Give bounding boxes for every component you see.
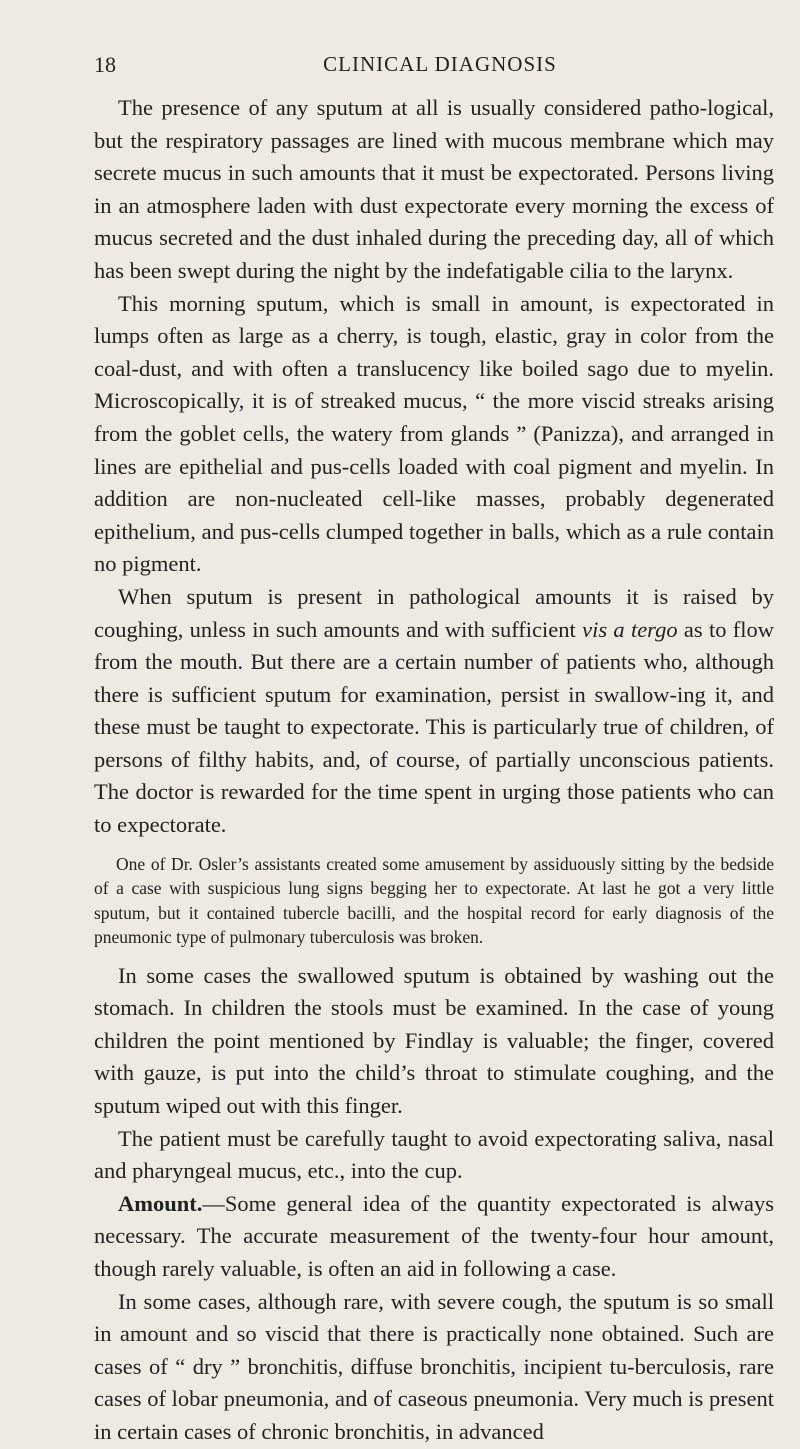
paragraph-7: In some cases, although rare, with severe cough, the sputum is so small in amount and so viscid that there is practically none obtained. Such are cases of “ dry ” bronchitis, diffuse bronchitis, incipient tu-berculosis, rare cases of lobar pneumonia, and of caseous pneumonia. Very much is present in certain cases of chronic bronchitis, in advanced <box>94 1288 774 1444</box>
paragraph-3-start: When sputum is present in pathological amounts it is raised by coughing, unless in such amounts and with sufficient <box>94 583 774 642</box>
paragraph-5: The patient must be carefully taught to avoid expectorating saliva, nasal and pharyngeal mucus, etc., into the cup. <box>94 1125 774 1184</box>
paragraph-3 <box>94 581 774 842</box>
paragraph-3-end: as to flow from the mouth. But there are a certain number of patients who, although there is sufficient sputum for examination, persist in swallow-ing it, and these must be taught to expectorate. This is particularly true of children, of persons of filthy habits, and, of course, of partially unconscious patients. The doctor is rewarded for the time spent in urging those patients who can to expectorate. <box>94 616 775 838</box>
latin-phrase: vis a tergo <box>582 616 678 642</box>
page-number: 18 <box>94 52 116 77</box>
paragraph-6-text: —Some general idea of the quantity expectorated is always necessary. The accurate measurement of the twenty-four hour amount, though rarely valuable, is often an aid in following a case. <box>94 1190 774 1281</box>
paragraph-4: In some cases the swallowed sputum is obtained by washing out the stomach. In children the stools must be examined. In the case of young children the point mentioned by Findlay is valuable; the finger, covered with gauze, is put into the child’s throat to stimulate coughing, and the sputum wiped out with this finger. <box>94 962 774 1119</box>
section-heading-amount: Amount. <box>118 1190 203 1216</box>
small-print-note: One of Dr. Osler’s assistants created some amusement by assiduously sitting by the bedside of a case with suspicious lung signs begging her to expectorate. At last he got a very little sputum, but it contained tubercle bacilli, and the hospital record for early diagnosis of the pneumonic type of pulmonary tuberculosis was broken. <box>94 853 774 948</box>
running-head: CLINICAL DIAGNOSIS <box>323 52 557 76</box>
paragraph-2: This morning sputum, which is small in amount, is expectorated in lumps often as large as a cherry, is tough, elastic, gray in color from the coal-dust, and with often a translucency like boiled sago due to myelin. Microscopically, it is of streaked mucus, “ the more viscid streaks arising from the goblet cells, the watery from glands ” (Panizza), and arranged in lines are epithelial and pus-cells loaded with coal pigment and myelin. In addition are non-nucleated cell-like masses, probably degenerated epithelium, and pus-cells clumped together in balls, which as a rule contain no pigment. <box>94 290 774 577</box>
paragraph-6 <box>94 1188 774 1286</box>
page-header <box>94 46 774 82</box>
paragraph-1: The presence of any sputum at all is usually considered patho-logical, but the respiratory passages are lined with mucous membrane which may secrete mucus in such amounts that it must be expectorated. Persons living in an atmosphere laden with dust expectorate every morning the excess of mucus secreted and the dust inhaled during the preceding day, all of which has been swept during the night by the indefatigable cilia to the larynx. <box>94 95 774 283</box>
